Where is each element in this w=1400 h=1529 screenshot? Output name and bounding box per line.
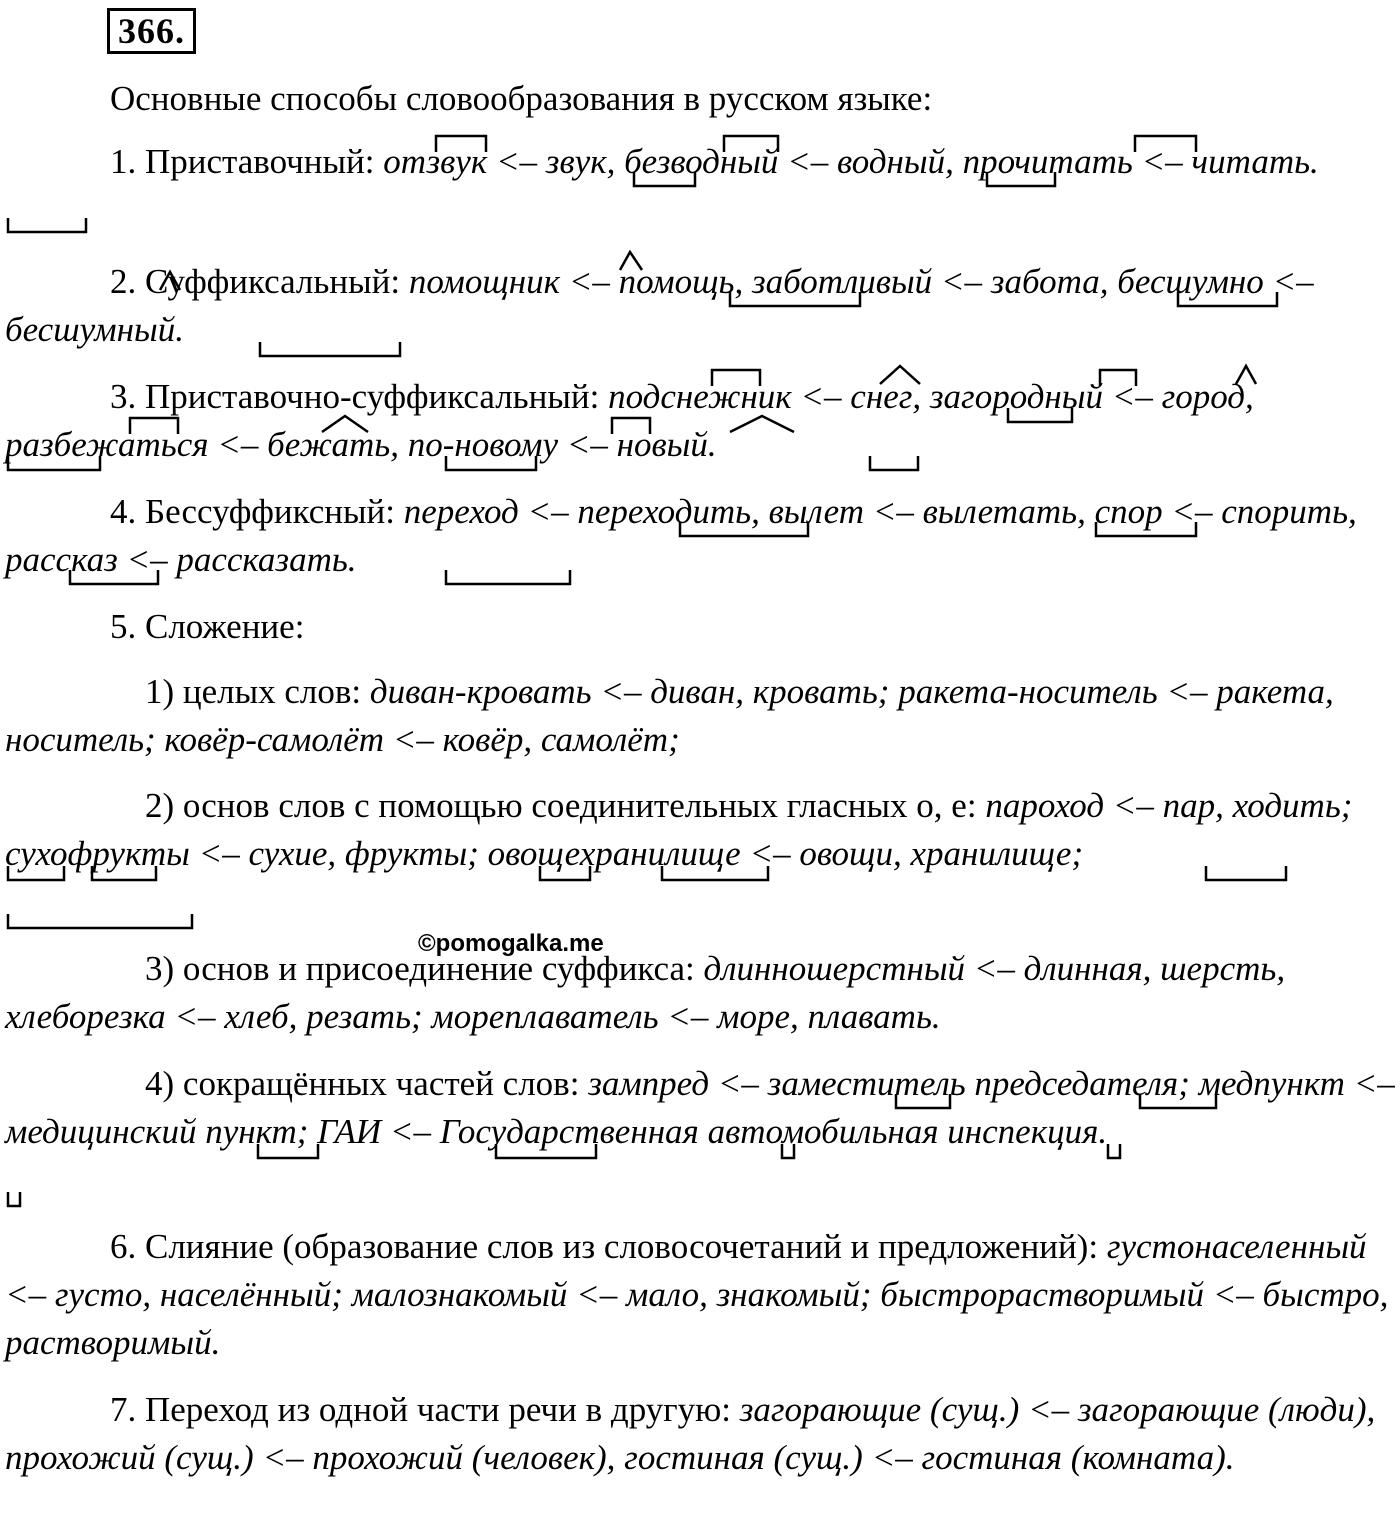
item-examples: диван-кровать <– диван, кровать; ракета-носитель <– ракета, носитель; ковёр-самолёт <– ковёр, самолёт; (5, 672, 1334, 759)
item-merging (5, 1223, 1395, 1367)
item-lead: 3. Приставочно-суффиксальный: (110, 377, 600, 416)
root-mark (8, 914, 192, 928)
item-examples: зампред <– заместитель председателя; медпункт <– медицинский пункт; ГАИ <– Государственная автомобильная инспекция. (5, 1064, 1395, 1151)
item-suffixal (5, 258, 1395, 354)
watermark: ©pomogalka.me (418, 930, 604, 957)
item-examples: отзвук <– звук, безводный <– водный, прочитать <– читать. (383, 142, 1319, 181)
item-prefix-suffixal (5, 373, 1395, 469)
item-lead: 2) основ слов с помощью соединительных гласных о, е: (145, 786, 977, 825)
intro-paragraph (5, 75, 1395, 123)
item-lead: 2. Суффиксальный: (110, 262, 401, 301)
item-prefixal (5, 138, 1395, 186)
root-mark (8, 218, 86, 232)
subitem-whole-words (5, 668, 1395, 764)
intro-text: Основные способы словообразования в русском языке: (110, 79, 933, 118)
item-lead: 4. Бессуффиксный: (110, 492, 395, 531)
item-lead: 6. Слияние (образование слов из словосочетаний и предложений): (110, 1227, 1099, 1266)
item-examples: переход <– переходить, вылет <– вылетать, спор <– спорить, рассказ <– рассказать. (5, 492, 1357, 579)
item-examples: длинношерстный <– длинная, шерсть, хлеборезка <– хлеб, резать; мореплаватель <– море, плавать. (5, 949, 1286, 1036)
item-conversion (5, 1386, 1395, 1482)
subitem-abbreviated (5, 1060, 1395, 1156)
item-lead: 1. Приставочный: (110, 142, 375, 181)
item-examples: помощник <– помощь, заботливый <– забота, бесшумно <– бесшумный. (5, 262, 1314, 349)
item-lead: 7. Переход из одной части речи в другую: (110, 1390, 731, 1429)
item-lead: 5. Сложение: (110, 607, 305, 646)
root-mark (8, 1192, 20, 1206)
subitem-stems-vowels (5, 782, 1395, 878)
item-examples: густонаселенный <– густо, населённый; малознакомый <– мало, знакомый; быстрорастворимый <– быстро, растворимый. (5, 1227, 1389, 1362)
item-examples: загорающие (сущ.) <– загорающие (люди), прохожий (сущ.) <– прохожий (человек), гостиная (сущ.) <– гостиная (комната). (5, 1390, 1376, 1477)
item-compounding (5, 603, 1395, 651)
item-lead: 3) основ и присоединение суффикса: (145, 949, 695, 988)
subitem-stems-suffix (5, 945, 1395, 1041)
item-examples: подснежник <– снег, загородный <– город, разбежаться <– бежать, по-новому <– новый. (5, 377, 1254, 464)
item-lead: 4) сокращённых частей слов: (145, 1064, 580, 1103)
item-examples: пароход <– пар, ходить; сухофрукты <– сухие, фрукты; овощехранилище <– овощи, хранилище; (5, 786, 1353, 873)
item-nonsuffixal (5, 488, 1395, 584)
exercise-number: 366. (107, 8, 196, 54)
item-lead: 1) целых слов: (145, 672, 362, 711)
